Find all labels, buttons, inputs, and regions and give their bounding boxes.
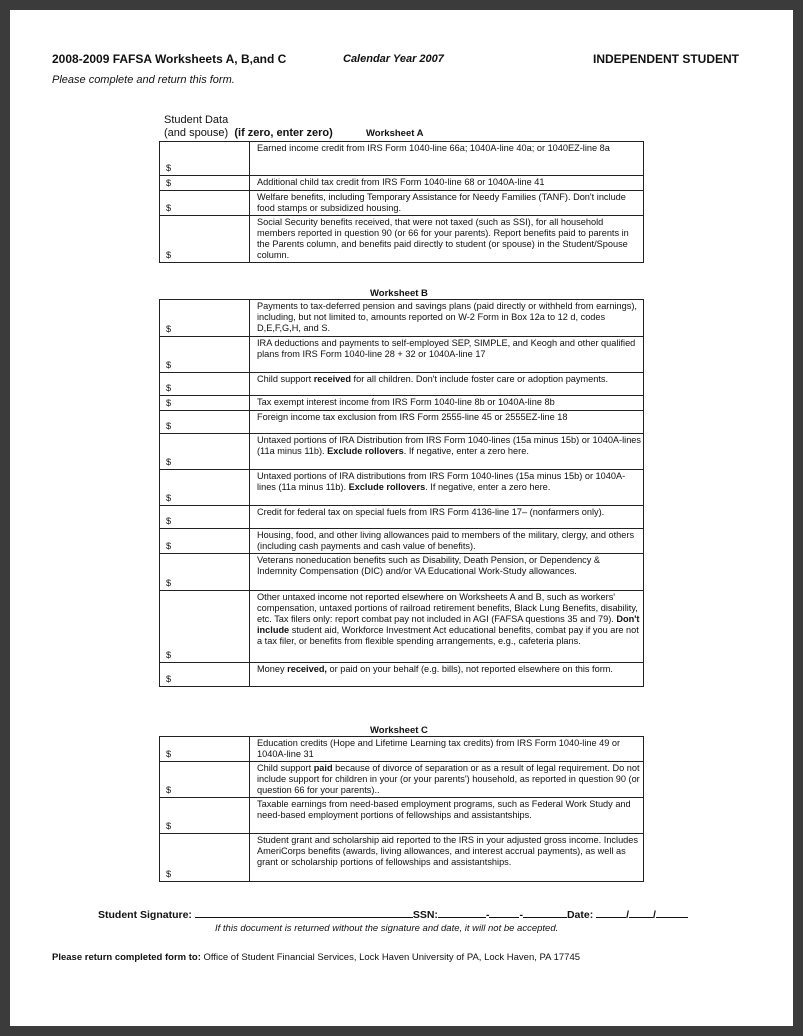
return-info bbox=[52, 952, 580, 963]
description-text: Tax exempt interest income from IRS Form 1040-line 8b or 1040A-line 8b bbox=[257, 397, 555, 407]
worksheet-c-description bbox=[250, 798, 644, 834]
worksheet-b-row bbox=[160, 506, 644, 529]
worksheet-b-row bbox=[160, 411, 644, 434]
student-type: INDEPENDENT STUDENT bbox=[593, 52, 740, 66]
worksheet-c-description bbox=[250, 834, 644, 882]
worksheet-c-title: Worksheet C bbox=[370, 725, 428, 736]
dollar-sign: $ bbox=[166, 493, 172, 503]
worksheet-b-amount-cell[interactable] bbox=[160, 434, 250, 470]
worksheet-b-row bbox=[160, 470, 644, 506]
dollar-sign: $ bbox=[166, 163, 172, 173]
instructions: Please complete and return this form. bbox=[52, 74, 235, 86]
student-data-label bbox=[164, 114, 333, 140]
worksheet-c-row bbox=[160, 798, 644, 834]
signature-field[interactable] bbox=[195, 908, 413, 918]
worksheet-b-description bbox=[250, 373, 644, 396]
worksheet-a-table bbox=[159, 141, 644, 263]
dollar-sign: $ bbox=[166, 178, 172, 188]
worksheet-c-description bbox=[250, 762, 644, 798]
description-pre: Money bbox=[257, 664, 288, 674]
dollar-sign: $ bbox=[166, 203, 172, 213]
worksheet-b-amount-cell[interactable] bbox=[160, 663, 250, 687]
worksheet-b-description bbox=[250, 396, 644, 411]
worksheet-a-row bbox=[160, 216, 644, 263]
dollar-sign: $ bbox=[166, 821, 172, 831]
worksheet-b-description bbox=[250, 337, 644, 373]
description-text: Housing, food, and other living allowances paid to members of the military, clergy, and others (including cash payments and cash value of benefits). bbox=[257, 530, 635, 551]
worksheet-c-row bbox=[160, 834, 644, 882]
worksheet-b-amount-cell[interactable] bbox=[160, 529, 250, 554]
worksheet-b-description bbox=[250, 663, 644, 687]
worksheet-b-description bbox=[250, 554, 644, 591]
worksheet-c-amount-cell[interactable] bbox=[160, 834, 250, 882]
worksheet-b-amount-cell[interactable] bbox=[160, 396, 250, 411]
worksheet-b-description bbox=[250, 506, 644, 529]
description-text: Earned income credit from IRS Form 1040-line 66a; 1040A-line 40a; or 1040EZ-line 8a bbox=[257, 143, 610, 153]
worksheet-b-amount-cell[interactable] bbox=[160, 554, 250, 591]
calendar-year: Calendar Year 2007 bbox=[343, 53, 444, 65]
student-data-line2: (and spouse) bbox=[164, 127, 229, 139]
worksheet-b-table bbox=[159, 299, 644, 687]
description-post: . If negative, enter a zero here. bbox=[403, 446, 529, 456]
worksheet-b-row bbox=[160, 396, 644, 411]
worksheet-b-amount-cell[interactable] bbox=[160, 411, 250, 434]
worksheet-a-description bbox=[250, 142, 644, 176]
signature-note: If this document is returned without the signature and date, it will not be accepted. bbox=[215, 923, 559, 934]
worksheet-b-row bbox=[160, 663, 644, 687]
worksheet-b-description bbox=[250, 411, 644, 434]
worksheet-c-row bbox=[160, 762, 644, 798]
dollar-sign: $ bbox=[166, 516, 172, 526]
description-post: for all children. Don't include foster care or adoption payments. bbox=[350, 374, 609, 384]
worksheet-b-row bbox=[160, 434, 644, 470]
worksheet-b-amount-cell[interactable] bbox=[160, 300, 250, 337]
worksheet-b-row bbox=[160, 300, 644, 337]
worksheet-a-description bbox=[250, 176, 644, 191]
worksheet-b-description bbox=[250, 591, 644, 663]
dollar-sign: $ bbox=[166, 360, 172, 370]
description-post: . If negative, enter a zero here. bbox=[425, 482, 551, 492]
dollar-sign: $ bbox=[166, 674, 172, 684]
dollar-sign: $ bbox=[166, 457, 172, 467]
worksheet-b-row bbox=[160, 554, 644, 591]
date-year-field[interactable] bbox=[656, 908, 688, 918]
dollar-sign: $ bbox=[166, 578, 172, 588]
dollar-sign: $ bbox=[166, 869, 172, 879]
document-title: 2008-2009 FAFSA Worksheets A, B,and C bbox=[52, 52, 287, 66]
dollar-sign: $ bbox=[166, 541, 172, 551]
ssn-dash-2: - bbox=[519, 909, 523, 921]
date-month-field[interactable] bbox=[596, 908, 626, 918]
worksheet-a-amount-cell[interactable] bbox=[160, 176, 250, 191]
worksheet-c-amount-cell[interactable] bbox=[160, 737, 250, 762]
dollar-sign: $ bbox=[166, 749, 172, 759]
description-text: Foreign income tax exclusion from IRS Form 2555-line 45 or 2555EZ-line 18 bbox=[257, 412, 568, 422]
fafsa-worksheet-page bbox=[10, 10, 793, 1026]
worksheet-a-amount-cell[interactable] bbox=[160, 142, 250, 176]
description-post: student aid, Workforce Investment Act educational benefits, combat pay if you are not a tax filer, or benefits from flexible spending arrangements, e.g., cafeteria plans. bbox=[257, 625, 639, 646]
dollar-sign: $ bbox=[166, 250, 172, 260]
description-bold: received bbox=[313, 374, 351, 384]
worksheet-a-description bbox=[250, 216, 644, 263]
worksheet-a-row bbox=[160, 176, 644, 191]
worksheet-b-row bbox=[160, 591, 644, 663]
worksheet-c-amount-cell[interactable] bbox=[160, 762, 250, 798]
description-text: Social Security benefits received, that were not taxed (such as SSI), for all household members reported in question 90 (or 66 for your parents). Report benefits paid to parents in the Parents column, and benefits paid directly to student (or spouse) in the Student/Spouse column. bbox=[257, 217, 629, 260]
date-label: Date: bbox=[566, 909, 594, 921]
worksheet-b-amount-cell[interactable] bbox=[160, 506, 250, 529]
date-slash-2: / bbox=[653, 909, 656, 921]
description-pre: Untaxed portions of IRA distributions from IRS Form 1040-lines (15a minus 15b) or 1040A-lines (11a minus 11b). bbox=[257, 471, 626, 492]
worksheet-b-description bbox=[250, 470, 644, 506]
ssn-dash-1: - bbox=[485, 909, 490, 921]
description-pre: Child support bbox=[257, 763, 314, 773]
ssn-field-3[interactable] bbox=[523, 908, 567, 918]
dollar-sign: $ bbox=[166, 383, 172, 393]
worksheet-b-row bbox=[160, 337, 644, 373]
dollar-sign: $ bbox=[166, 650, 172, 660]
description-text: Credit for federal tax on special fuels from IRS Form 4136-line 17– (nonfarmers only). bbox=[257, 507, 605, 517]
signature-line bbox=[98, 908, 688, 921]
date-day-field[interactable] bbox=[629, 908, 653, 918]
description-text: Additional child tax credit from IRS Form 1040-line 68 or 1040A-line 41 bbox=[257, 177, 545, 187]
worksheet-b-amount-cell[interactable] bbox=[160, 591, 250, 663]
worksheet-b-amount-cell[interactable] bbox=[160, 470, 250, 506]
signature-label: Student Signature: bbox=[98, 909, 192, 921]
description-post: because of divorce of separation or as a result of legal requirement. Do not include support for children in your (or your parents') household, as reported in question 90 (or question 66 for your parents).. bbox=[257, 763, 640, 795]
zero-note: (if zero, enter zero) bbox=[234, 127, 333, 139]
description-text: Taxable earnings from need-based employment programs, such as Federal Work Study and need-based employment portions of fellowships and assistantships. bbox=[257, 799, 631, 820]
description-text: Welfare benefits, including Temporary Assistance for Needy Families (TANF). Don't include food stamps or subsidized housing. bbox=[257, 192, 626, 213]
worksheet-a-row bbox=[160, 142, 644, 176]
description-pre: Child support bbox=[257, 374, 314, 384]
worksheet-c-amount-cell[interactable] bbox=[160, 798, 250, 834]
worksheet-b-row bbox=[160, 373, 644, 396]
dollar-sign: $ bbox=[166, 421, 172, 431]
ssn-field-2[interactable] bbox=[489, 908, 519, 918]
worksheet-a-row bbox=[160, 191, 644, 216]
worksheet-b-description bbox=[250, 529, 644, 554]
description-text: IRA deductions and payments to self-employed SEP, SIMPLE, and Keogh and other qualified plans from IRS Form 1040-line 28 + 32 or 1040A-line 17 bbox=[257, 338, 636, 359]
ssn-field-1[interactable] bbox=[438, 908, 486, 918]
return-label: Please return completed form to: bbox=[52, 952, 201, 963]
worksheet-a-title: Worksheet A bbox=[366, 128, 424, 139]
worksheet-a-description bbox=[250, 191, 644, 216]
worksheet-b-row bbox=[160, 529, 644, 554]
student-data-line1: Student Data bbox=[164, 114, 229, 126]
worksheet-b-description bbox=[250, 434, 644, 470]
worksheet-c-table bbox=[159, 736, 644, 882]
dollar-sign: $ bbox=[166, 398, 172, 408]
worksheet-c-row bbox=[160, 737, 644, 762]
worksheet-b-amount-cell[interactable] bbox=[160, 373, 250, 396]
worksheet-a-amount-cell[interactable] bbox=[160, 191, 250, 216]
worksheet-c-description bbox=[250, 737, 644, 762]
description-text: Payments to tax-deferred pension and savings plans (paid directly or withheld from earnings), including, but not limited to, amounts reported on W-2 Form in Box 12a to 12 d, codes D,E,F,G,H, and S. bbox=[257, 301, 637, 333]
description-bold: Don't include bbox=[257, 614, 640, 635]
return-address: Office of Student Financial Services, Lock Haven University of PA, Lock Haven, PA 17745 bbox=[203, 952, 581, 963]
description-text: Education credits (Hope and Lifetime Learning tax credits) from IRS Form 1040-line 49 or 1040A-line 31 bbox=[257, 738, 621, 759]
description-bold: paid bbox=[313, 763, 333, 773]
date-slash-1: / bbox=[626, 909, 630, 921]
worksheet-b-description bbox=[250, 300, 644, 337]
description-bold: Exclude rollovers bbox=[327, 446, 404, 456]
description-post: or paid on your behalf (e.g. bills), not reported elsewhere on this form. bbox=[326, 664, 613, 674]
description-pre: Other untaxed income not reported elsewhere on Worksheets A and B, such as workers' compensation, untaxed portions of railroad retirement benefits, Black Lung Benefits, disability, etc. Tax filers only: report combat pay not included in AGI (FAFSA questions 35 and 79). bbox=[257, 592, 638, 624]
description-bold: Exclude rollovers bbox=[348, 482, 426, 492]
dollar-sign: $ bbox=[166, 324, 172, 334]
worksheet-b-amount-cell[interactable] bbox=[160, 337, 250, 373]
description-bold: received, bbox=[287, 664, 327, 674]
ssn-label: SSN: bbox=[412, 909, 438, 921]
worksheet-b-title: Worksheet B bbox=[370, 288, 428, 299]
description-text: Veterans noneducation benefits such as Disability, Death Pension, or Dependency & Indemnity Compensation (DIC) and/or VA Educational Work-Study allowances. bbox=[257, 555, 601, 576]
worksheet-a-amount-cell[interactable] bbox=[160, 216, 250, 263]
description-text: Student grant and scholarship aid reported to the IRS in your adjusted gross income. Includes AmeriCorps benefits (awards, living allowances, and interest accrual payments), as well as grant or scholarship portions of fellowships and assistantships. bbox=[257, 835, 638, 867]
description-pre: Untaxed portions of IRA Distribution from IRS Form 1040-lines (15a minus 15b) or 1040A-lines (11a minus 11b). bbox=[257, 435, 642, 456]
dollar-sign: $ bbox=[166, 785, 172, 795]
